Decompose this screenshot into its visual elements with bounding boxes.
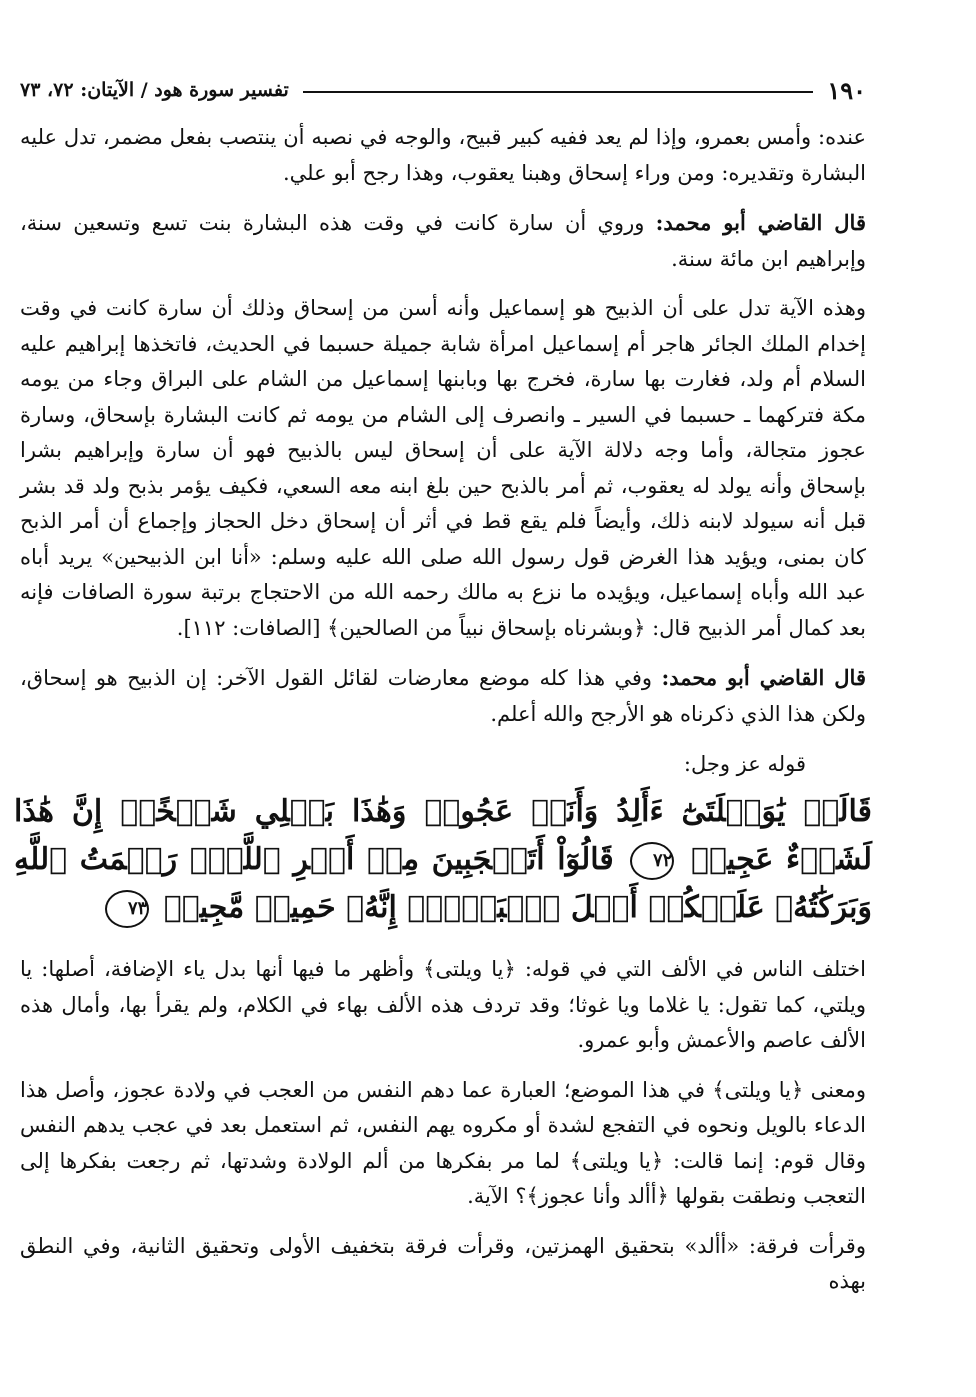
paragraph [20,660,866,732]
paragraph [20,1229,866,1300]
paragraph [20,952,866,1059]
page-number: ١٩٠ [827,75,866,105]
ayah-number-marker: ٧٢ [630,842,674,880]
paragraph [20,1073,866,1215]
paragraph [20,120,866,191]
paragraph-text: اختلف الناس في الألف التي في قوله: ﴿يا ويلتى﴾ وأظهر ما فيها أنها بدل ياء الإضافة، أصلها: يا ويلتي، كما تقول: يا غلاما ويا غوثا؛ وقد تردف هذه الألف بهاء في الكلام، ولم يقرأ بها، وأمال هذه الألف عاصم والأعمش وأبو عمرو. [20,957,866,1052]
speaker-label: قال القاضي أبو محمد: [661,665,866,690]
quran-verse [14,788,872,932]
paragraph-text: وهذه الآية تدل على أن الذبيح هو إسماعيل وأنه أسن من إسحاق وذلك أن سارة كانت في وقت إخدام الملك الجائر هاجر أم إسماعيل امرأة شابة جميلة حسبما في الحديث، فاتخذها إبراهيم عليه السلام أم ولد، فغارت بها سارة، فخرج بها وبابنها إسماعيل من الشام على البراق وجاء من يومه مكة فتركهما ـ حسبما في السير ـ وانصرف إلى الشام من يومه ثم كانت البشارة بإسحاق، وسارة عجوز متجالة، وأما وجه دلالة الآية على أن إسحاق ليس بالذبيح فهو أن سارة وإبراهيم بشرا بإسحاق وأنه يولد له يعقوب، ثم أمر بالذبح حين بلغ ابنه معه السعي، فكيف يؤمر بذبح ولد قد بشر قبل أنه سيولد لابنه ذلك، وأيضاً فلم يقع قط في أثر أن إسحاق دخل الحجاز وإجماع أن أمر الذبح كان بمنى، ويؤيد هذا الغرض قول رسول الله صلى الله عليه وسلم: «أنا ابن الذبيحين» يريد أباه عبد الله وأباه إسماعيل، ويؤيده ما نزع به مالك رحمه الله من الاحتجاج برتبة سورة الصافات فإنه بعد كمال أمر الذبيح قال: ﴿وبشرناه بإسحاق نبياً من الصالحين﴾ [الصافات: ١١٢]. [20,296,866,640]
paragraph-text: عنده: وأمس بعمرو، وإذا لم يعد ففيه كبير قبيح، والوجه في نصبه أن ينتصب بفعل مضمر، تدل عليه البشارة وتقديره: ومن وراء إسحاق وهبنا يعقوب، وهذا رجح أبو علي. [20,125,866,185]
running-header [20,72,866,108]
paragraph-text: وروي أن سارة كانت في وقت هذه البشارة بنت تسع وتسعين سنة، وإبراهيم ابن مائة سنة. [20,211,866,271]
verse-intro: قوله عز وجل: [683,752,806,776]
page-body [14,120,872,1314]
header-rule [303,91,814,93]
verse-text-73: قَالُوٓاْ أَتَعۡجَبِينَ مِنۡ أَمۡرِ ٱللَّهِۖ رَحۡمَتُ ٱللَّهِ وَبَرَكَٰتُهُۥ عَلَيۡكُمۡ أَهۡلَ ٱلۡبَيۡتِۚ إِنَّهُۥ حَمِيدٞ مَّجِيدٞ [14,842,872,925]
ayah-number-marker: ٧٣ [105,890,149,928]
paragraph-text: وقرأت فرقة: «أألد» بتحقيق الهمزتين، وقرأت فرقة بتخفيف الأولى وتحقيق الثانية، وفي النطق بهذه [20,1233,866,1293]
book-page [14,0,872,1397]
running-title: تفسير سورة هود / الآيتان: ٧٢، ٧٣ [20,79,289,101]
paragraph-text: ومعنى ﴿يا ويلتى﴾ في هذا الموضع؛ العبارة عما دهم النفس من العجب في ولادة عجوز، وأصل هذا الدعاء بالويل ونحوه في التفجع لشدة أو مكروه يهم النفس، ثم استعمل بعد في عجب يدهم النفس وقال قوم: إنما قالت: ﴿يا ويلتى﴾ لما مر بفكرها من ألم الولادة وشدتها، ثم رجعت بفكرها إلى التعجب ونطقت بقولها ﴿أألد وأنا عجوز﴾؟ الآية. [20,1077,866,1208]
verse-text-72: قَالَتۡ يَٰوَيۡلَتَىٰٓ ءَأَلِدُ وَأَنَا۠ عَجُوزٞ وَهَٰذَا بَعۡلِي شَيۡخًاۖ إِنَّ هَٰذَا لَشَيۡءٌ عَجِيبٞ [14,794,872,877]
paragraph-text: وفي هذا كله موضع معارضات لقائل القول الآخر: إن الذبيح هو إسحاق، ولكن هذا الذي ذكرناه هو الأرجح والله أعلم. [20,666,866,726]
speaker-label: قال القاضي أبو محمد: [655,210,866,235]
paragraph [20,291,866,646]
paragraph [20,205,866,277]
